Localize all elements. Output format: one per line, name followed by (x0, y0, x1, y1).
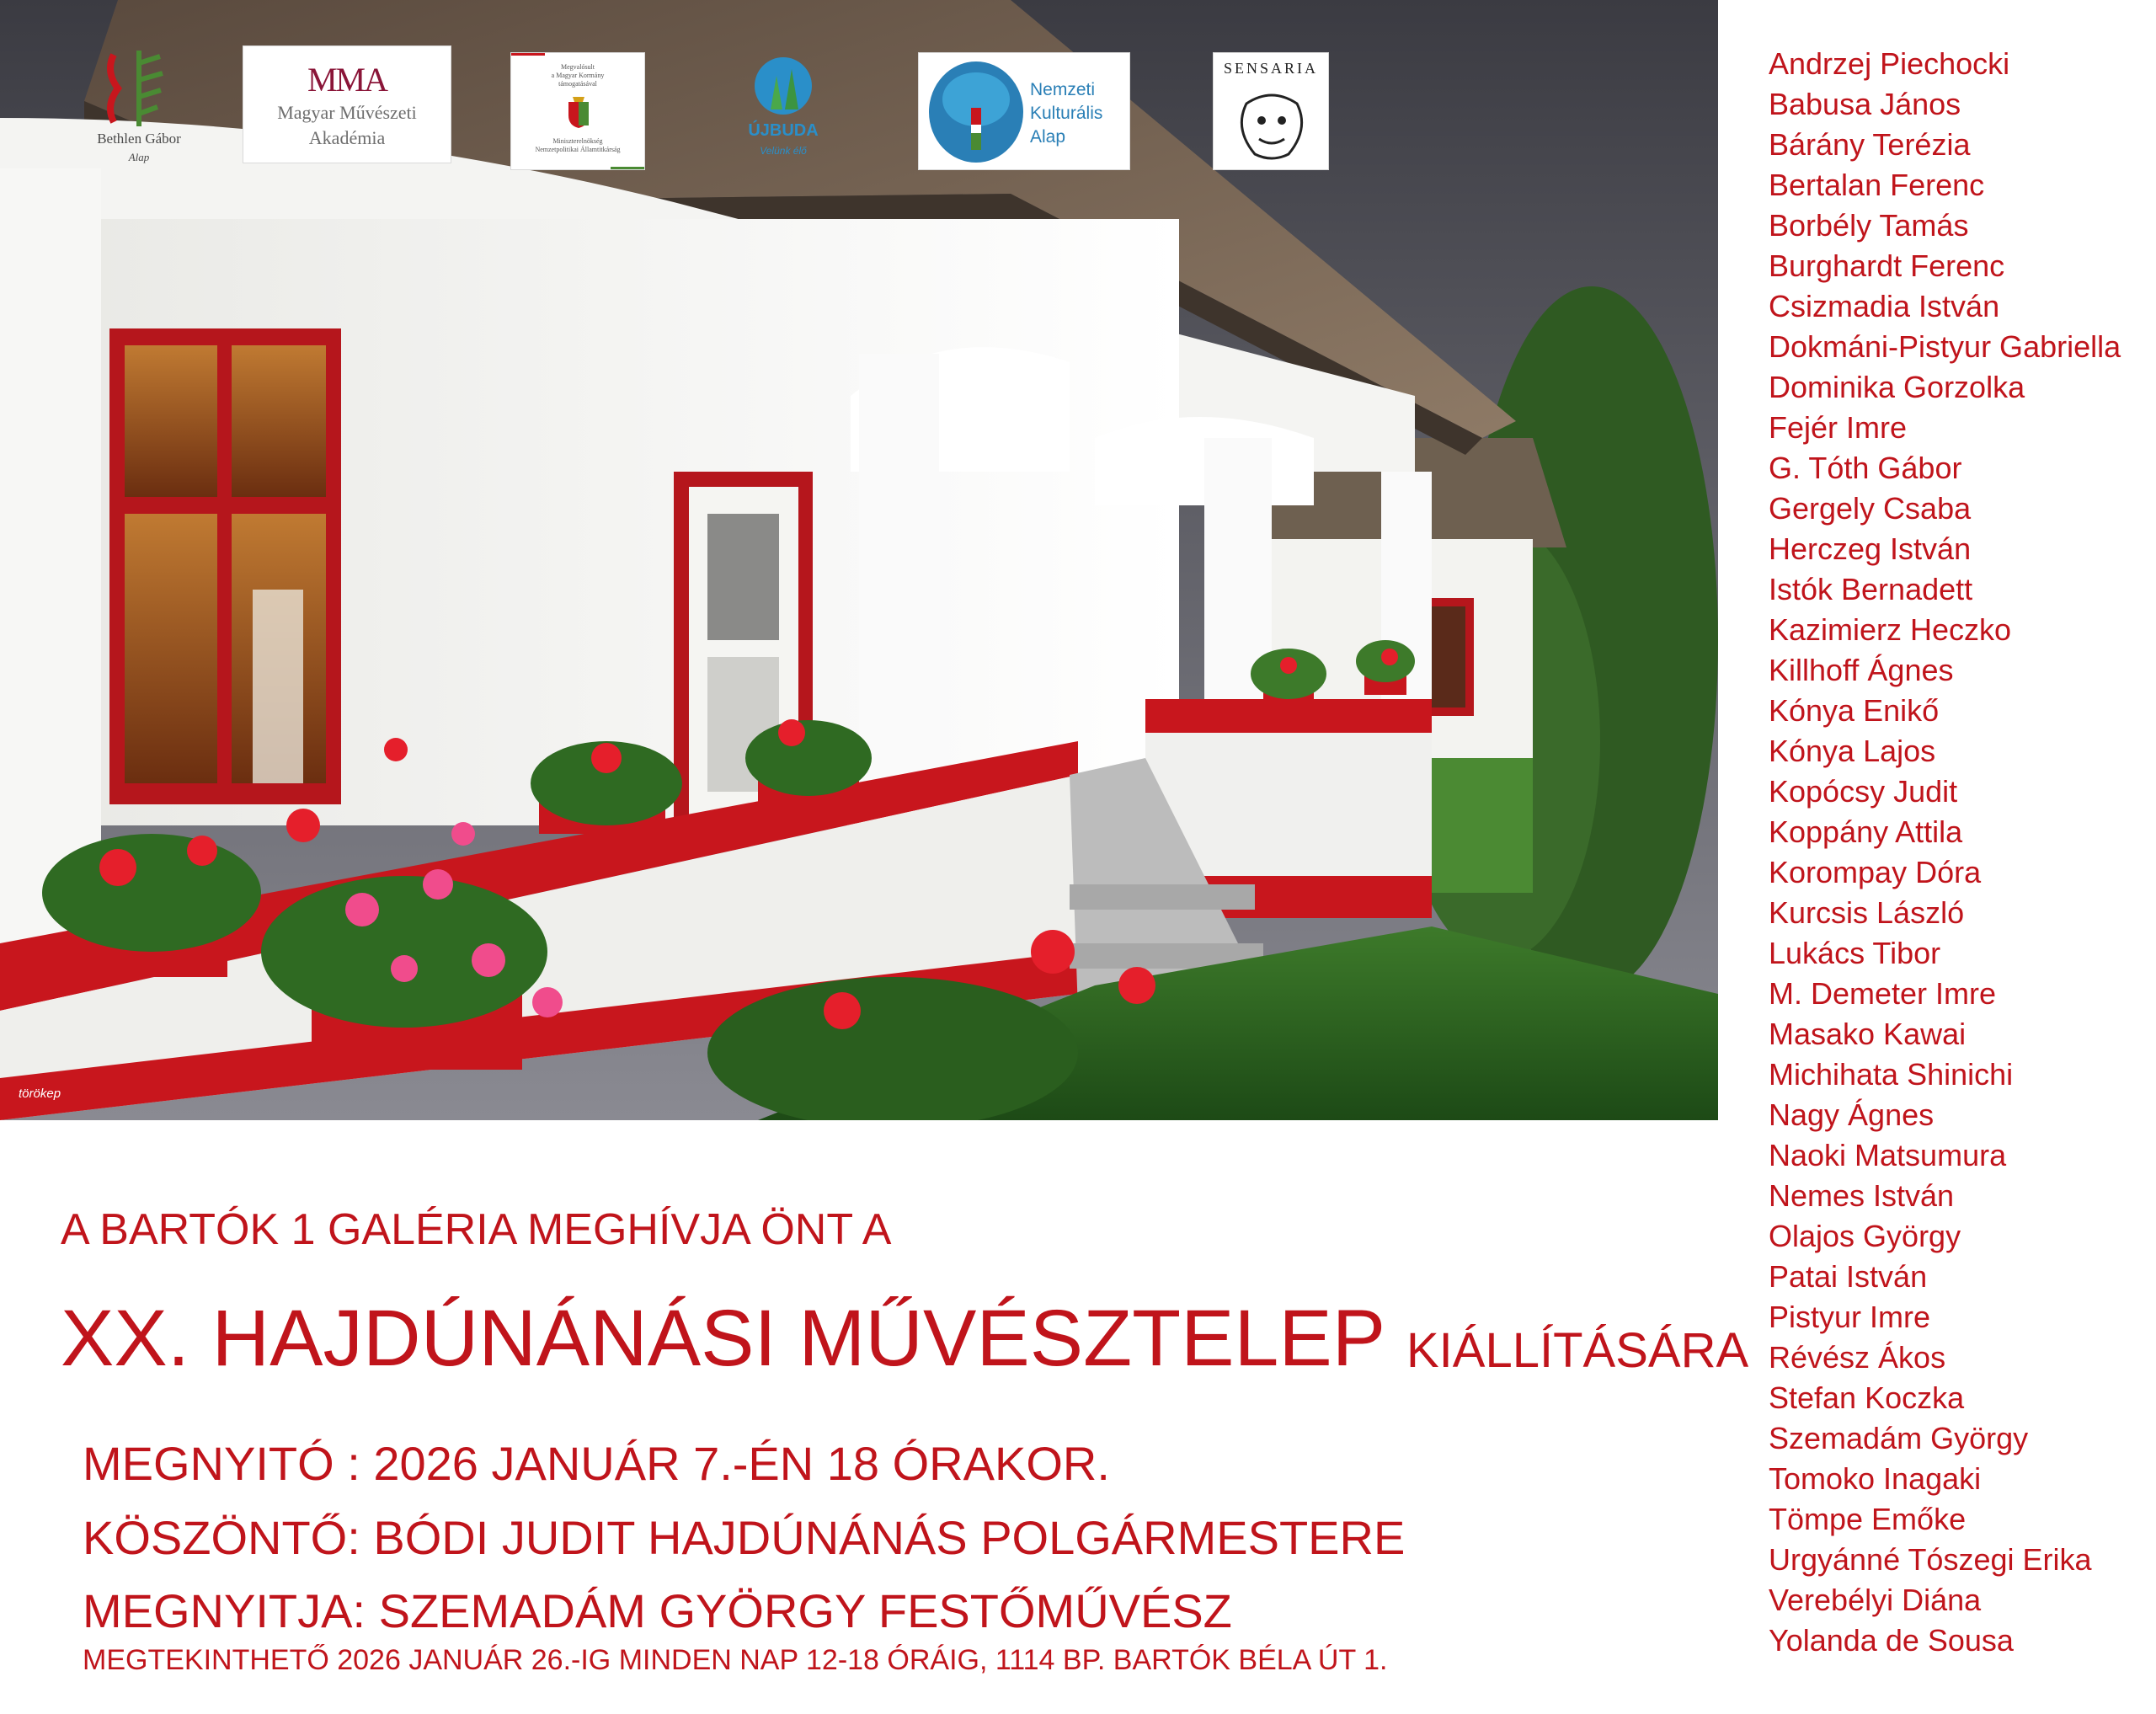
exhibition-title: XX. HAJDÚNÁNÁSI MŰVÉSZTELEP (61, 1294, 1386, 1383)
artist-name: Stefan Koczka (1769, 1380, 1965, 1415)
nka-line-2: Kulturális (1030, 104, 1103, 123)
artist-name: Istók Bernadett (1769, 572, 1973, 606)
artist-name: Révész Ákos (1769, 1340, 1946, 1375)
artist-name: Borbély Tamás (1769, 208, 1969, 243)
mma-line-1: Magyar Művészeti (277, 102, 417, 123)
artist-name: Kazimierz Heczko (1769, 612, 2012, 647)
artist-name: Szemadám György (1769, 1421, 2029, 1455)
artist-name: Bertalan Ferenc (1769, 168, 1985, 202)
gov-line-1: Megvalósult (561, 63, 595, 71)
mma-line-2: Akadémia (308, 127, 386, 148)
artist-name: Masako Kawai (1769, 1017, 1967, 1051)
exhibition-title-suffix: KIÁLLÍTÁSÁRA (1406, 1323, 1749, 1378)
artist-name: Killhoff Ágnes (1769, 653, 1954, 687)
ujbuda-tagline: Velünk élő (760, 145, 807, 157)
gov-line-4: Miniszterelnökség (552, 137, 603, 145)
artist-name: Michihata Shinichi (1769, 1057, 2014, 1092)
bethlen-name: Bethlen Gábor (97, 131, 181, 147)
artist-name: Nagy Ágnes (1769, 1097, 1935, 1132)
invitation-intro: A BARTÓK 1 GALÉRIA MEGHÍVJA ÖNT A (61, 1205, 892, 1254)
artist-name: Kónya Lajos (1769, 734, 1936, 768)
artist-name: Koppány Attila (1769, 814, 1963, 849)
artist-name: Kopócsy Judit (1769, 774, 1958, 809)
artist-name: Yolanda de Sousa (1769, 1623, 2014, 1658)
artist-name: Csizmadia István (1769, 289, 2000, 323)
sensaria-logo (1213, 52, 1329, 170)
artist-name: Burghardt Ferenc (1769, 248, 2005, 283)
artist-name: Kónya Enikő (1769, 693, 1940, 728)
artist-name: Verebélyi Diána (1769, 1583, 1982, 1617)
mma-logo (243, 45, 451, 163)
gov-line-5: Nemzetpolitikai Államtitkárság (535, 146, 621, 153)
nka-tree-icon (926, 57, 1027, 167)
artist-name: Urgyánné Tószegi Erika (1769, 1542, 2092, 1577)
artist-name: Naoki Matsumura (1769, 1138, 2007, 1172)
ujbuda-emblem-icon (733, 51, 834, 121)
artist-name: Dominika Gorzolka (1769, 370, 2025, 404)
artist-name: Pistyur Imre (1769, 1300, 1931, 1334)
artist-name: Fejér Imre (1769, 410, 1908, 445)
artist-name: Tomoko Inagaki (1769, 1461, 1982, 1496)
nka-line-3: Alap (1030, 127, 1066, 147)
bethlen-sub: Alap (128, 151, 150, 163)
greeting-line: KÖSZÖNTŐ: BÓDI JUDIT HAJDÚNÁNÁS POLGÁRMESTERE (83, 1511, 1406, 1564)
gov-line-3: támogatásával (558, 80, 597, 88)
artist-name: G. Tóth Gábor (1769, 451, 1962, 485)
sensaria-face-icon (1230, 87, 1314, 163)
artist-name: Tömpe Emőke (1769, 1502, 1967, 1536)
ujbuda-logo (733, 51, 834, 168)
artist-name: Dokmáni-Pistyur Gabriella (1769, 329, 2121, 364)
ujbuda-name: ÚJBUDA (748, 121, 819, 140)
artist-name: Lukács Tibor (1769, 936, 1941, 970)
artist-name: Herczeg István (1769, 531, 1972, 566)
artist-name: Gergely Csaba (1769, 491, 1972, 526)
bethlen-gabor-alap-logo (80, 46, 198, 173)
artist-name: Olajos György (1769, 1219, 1961, 1253)
nka-logo (918, 52, 1130, 170)
nka-name (1030, 78, 1102, 149)
gov-line-2: a Magyar Kormány (551, 72, 605, 79)
artist-name: M. Demeter Imre (1769, 976, 1997, 1011)
artist-name: Bárány Terézia (1769, 127, 1971, 162)
artist-list (1769, 44, 2121, 1661)
coat-of-arms-icon (566, 95, 591, 129)
viewing-info: MEGTEKINTHETŐ 2026 JANUÁR 26.-IG MINDEN NAP 12-18 ÓRÁIG, 1114 BP. BARTÓK BÉLA ÚT 1. (83, 1644, 1388, 1676)
sensaria-name: SENSARIA (1223, 60, 1318, 77)
bethlen-emblem-icon (80, 46, 198, 131)
artist-name: Andrzej Piechocki (1769, 46, 2010, 81)
artist-name: Nemes István (1769, 1178, 1955, 1213)
artist-name: Babusa János (1769, 87, 1961, 121)
photo-watermark: törökep (19, 1087, 61, 1101)
opener-line: MEGNYITJA: SZEMADÁM GYÖRGY FESTŐMŰVÉSZ (83, 1584, 1232, 1637)
artist-name: Patai István (1769, 1259, 1928, 1294)
artist-name: Korompay Dóra (1769, 855, 1982, 889)
opening-time: MEGNYITÓ : 2026 JANUÁR 7.-ÉN 18 ÓRAKOR. (83, 1437, 1110, 1490)
government-support-logo (510, 52, 645, 170)
artist-name: Kurcsis László (1769, 895, 1965, 930)
nka-line-1: Nemzeti (1030, 80, 1096, 99)
mma-mark: MMA (307, 61, 387, 99)
